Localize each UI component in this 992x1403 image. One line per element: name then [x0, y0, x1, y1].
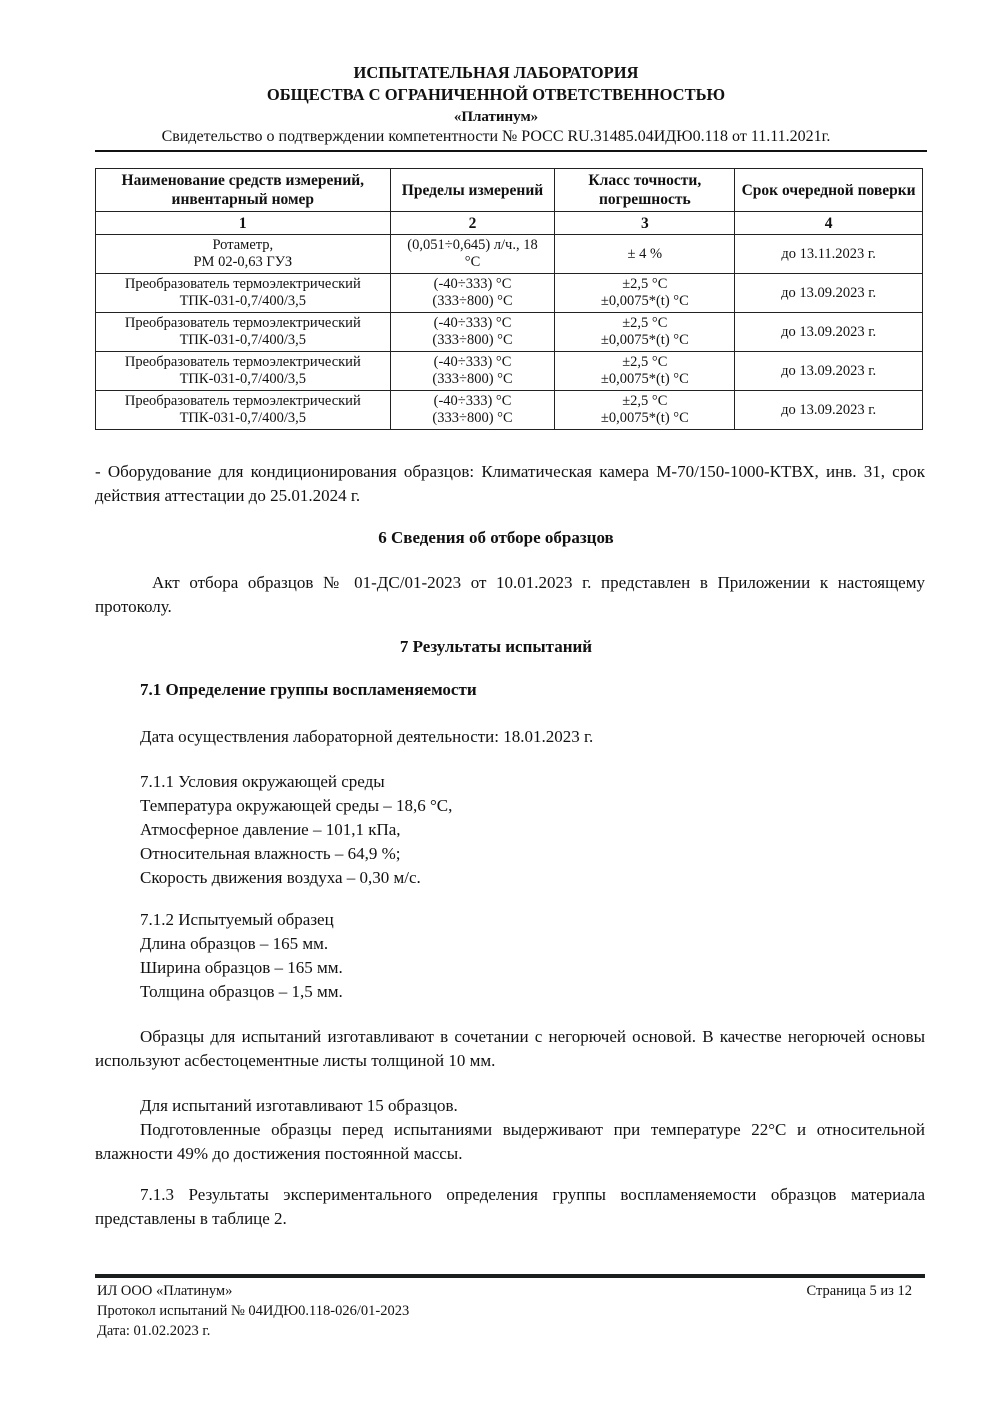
footer-divider [95, 1274, 925, 1278]
accuracy-line: ±2,5 °C [622, 354, 668, 370]
sample-item: Толщина образцов – 1,5 мм. [140, 982, 343, 1001]
verification-cell: до 13.09.2023 г. [735, 391, 923, 430]
column-number: 4 [735, 212, 923, 235]
column-number-row [96, 212, 923, 235]
page-number: Страница 5 из 12 [806, 1283, 912, 1299]
condition-item: Относительная влажность – 64,9 %; [140, 844, 401, 863]
accuracy-cell [555, 391, 735, 430]
instrument-name: Преобразователь термоэлектрический [124, 315, 361, 331]
instrument-name: Преобразователь термоэлектрический [124, 393, 361, 409]
test-sample-block [140, 908, 343, 1004]
test-sample-title: 7.1.2 Испытуемый образец [140, 910, 334, 929]
range-line: (0,051÷0,645) л/ч., 18 [407, 237, 538, 253]
instrument-name: Преобразователь термоэлектрический [124, 276, 361, 292]
instrument-name: Ротаметр, [212, 237, 274, 253]
range-line: (333÷800) °C [432, 332, 513, 348]
footer-date: Дата: 01.02.2023 г. [97, 1323, 211, 1339]
results-reference-text: 7.1.3 Результаты экспериментального определения группы воспламеняемости образцов материала представлены в таблице 2. [95, 1185, 925, 1228]
range-cell [390, 391, 555, 430]
column-header: Срок очередной поверки [735, 169, 923, 212]
equipment-table [95, 168, 923, 430]
sample-item: Длина образцов – 165 мм. [140, 934, 329, 953]
table-row [96, 352, 923, 391]
table-row [96, 274, 923, 313]
verification-cell: до 13.09.2023 г. [735, 274, 923, 313]
instrument-name: Преобразователь термоэлектрический [124, 354, 361, 370]
range-cell [390, 352, 555, 391]
accuracy-cell [555, 313, 735, 352]
lab-name: «Платинум» [453, 109, 539, 125]
instrument-model: ТПК-031-0,7/400/3,5 [179, 371, 307, 387]
accuracy-line: ±0,0075*(t) °C [600, 371, 689, 387]
environment-conditions-title: 7.1.1 Условия окружающей среды [140, 772, 385, 791]
range-line: (333÷800) °C [432, 371, 513, 387]
instrument-model: ТПК-031-0,7/400/3,5 [179, 410, 307, 426]
range-line: °C [464, 254, 481, 270]
instrument-model: ТПК-031-0,7/400/3,5 [179, 293, 307, 309]
footer-org: ИЛ ООО «Платинум» [97, 1283, 233, 1299]
column-header: Класс точности, погрешность [555, 169, 735, 212]
conditioning-equipment-text: - Оборудование для кондиционирования образцов: Климатическая камера М-70/150-1000-КТВХ, инв. 31, срок действия аттестации до 25.01.2024 г. [95, 462, 925, 505]
accuracy-line: ± 4 % [627, 245, 663, 262]
sample-item: Ширина образцов – 165 мм. [140, 958, 343, 977]
accuracy-line: ±0,0075*(t) °C [600, 410, 689, 426]
range-line: (333÷800) °C [432, 293, 513, 309]
column-header: Пределы измерений [390, 169, 555, 212]
condition-item: Температура окружающей среды – 18,6 °C, [140, 796, 453, 815]
accuracy-line: ±2,5 °C [622, 276, 668, 292]
accuracy-cell [555, 274, 735, 313]
range-line: (333÷800) °C [432, 410, 513, 426]
sample-conditioning-text: Подготовленные образцы перед испытаниями выдерживают при температуре 22°C и относительной влажности 49% до достижения постоянной массы. [95, 1120, 925, 1163]
instrument-name-cell [96, 352, 391, 391]
table-row [96, 391, 923, 430]
accuracy-cell [555, 352, 735, 391]
table-header-row [96, 169, 923, 212]
lab-title-line1: ИСПЫТАТЕЛЬНАЯ ЛАБОРАТОРИЯ [353, 63, 639, 82]
accuracy-cell [555, 235, 735, 274]
table-row [96, 313, 923, 352]
lab-activity-date: Дата осуществления лабораторной деятельности: 18.01.2023 г. [140, 727, 594, 746]
instrument-model: РМ 02-0,63 ГУЗ [193, 254, 293, 270]
condition-item: Скорость движения воздуха – 0,30 м/с. [140, 868, 421, 887]
range-line: (-40÷333) °C [433, 354, 512, 370]
subsection-7-1-title: 7.1 Определение группы воспламеняемости [140, 680, 477, 699]
verification-cell: до 13.11.2023 г. [735, 235, 923, 274]
certificate-line: Свидетельство о подтверждении компетентности № РОСС RU.31485.04ИДЮ0.118 от 11.11.2021г. [161, 128, 831, 145]
sample-count-text: Для испытаний изготавливают 15 образцов. [140, 1096, 458, 1115]
accuracy-line: ±2,5 °C [622, 393, 668, 409]
environment-conditions-block [140, 770, 452, 890]
section-6-title: 6 Сведения об отборе образцов [378, 528, 614, 547]
instrument-name-cell [96, 235, 391, 274]
range-cell [390, 274, 555, 313]
instrument-name-cell [96, 313, 391, 352]
footer-info [97, 1281, 409, 1341]
range-cell [390, 313, 555, 352]
sample-base-text: Образцы для испытаний изготавливают в сочетании с негорючей основой. В качестве негорючей основы используют асбестоцементные листы толщиной 10 мм. [95, 1027, 925, 1070]
verification-cell: до 13.09.2023 г. [735, 352, 923, 391]
instrument-name-cell [96, 274, 391, 313]
accuracy-line: ±0,0075*(t) °C [600, 293, 689, 309]
range-line: (-40÷333) °C [433, 393, 512, 409]
instrument-name-cell [96, 391, 391, 430]
column-header: Наименование средств измерений, инвентарный номер [96, 169, 391, 212]
condition-item: Атмосферное давление – 101,1 кПа, [140, 820, 401, 839]
header-divider [95, 150, 927, 152]
range-line: (-40÷333) °C [433, 276, 512, 292]
accuracy-line: ±0,0075*(t) °C [600, 332, 689, 348]
column-number: 2 [390, 212, 555, 235]
lab-title-line2: ОБЩЕСТВА С ОГРАНИЧЕННОЙ ОТВЕТСТВЕННОСТЬЮ [266, 85, 726, 104]
footer-protocol: Протокол испытаний № 04ИДЮ0.118-026/01-2023 [97, 1303, 410, 1319]
column-number: 3 [555, 212, 735, 235]
column-number: 1 [96, 212, 391, 235]
range-cell [390, 235, 555, 274]
instrument-model: ТПК-031-0,7/400/3,5 [179, 332, 307, 348]
section-7-title: 7 Результаты испытаний [399, 637, 593, 656]
table-row [96, 235, 923, 274]
verification-cell: до 13.09.2023 г. [735, 313, 923, 352]
section-6-text: Акт отбора образцов № 01-ДС/01-2023 от 10.01.2023 г. представлен в Приложении к настоящему протоколу. [95, 573, 925, 616]
accuracy-line: ±2,5 °C [622, 315, 668, 331]
range-line: (-40÷333) °C [433, 315, 512, 331]
